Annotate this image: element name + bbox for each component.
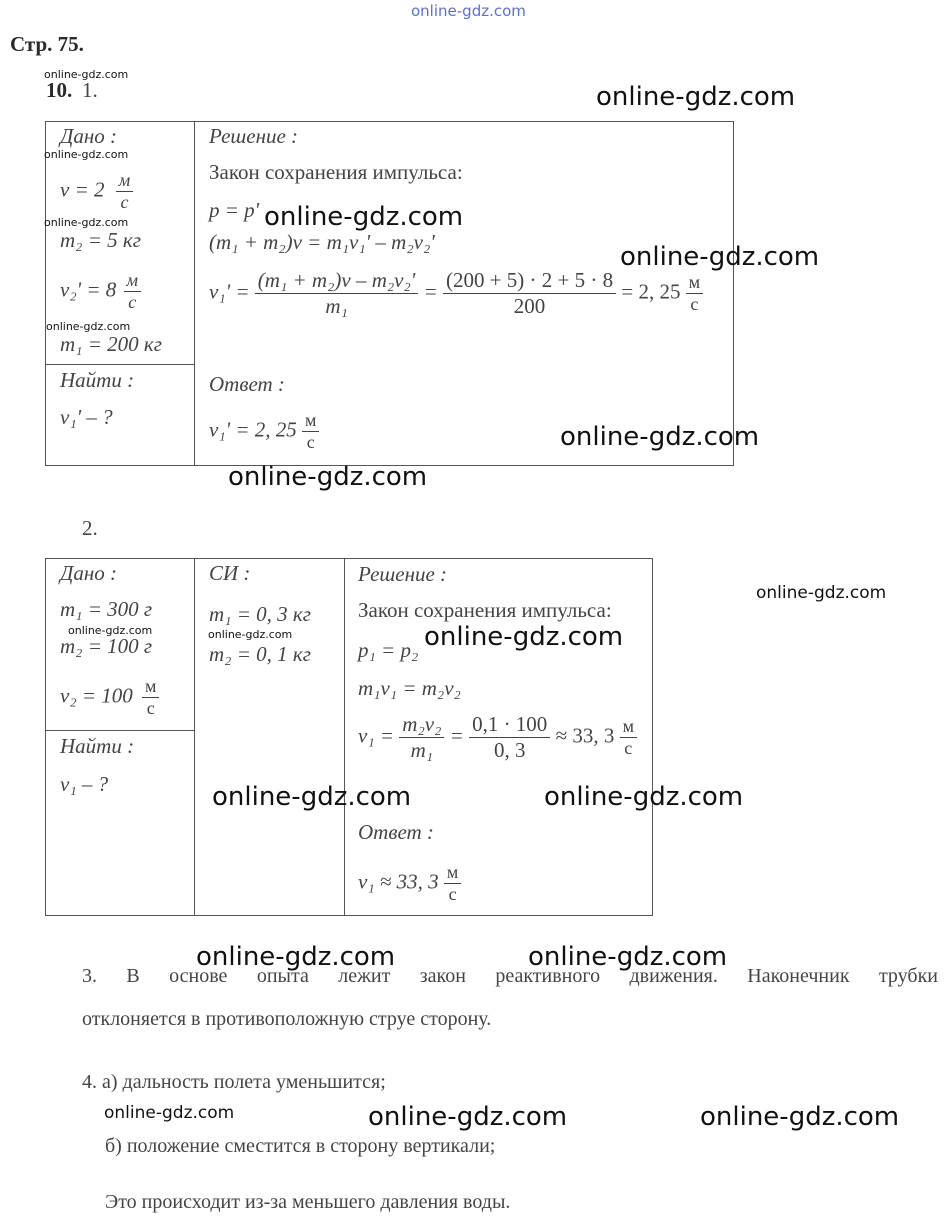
t2-m1: m₁ = 300 г [60, 597, 153, 621]
t1-eq3-den2: 200 [513, 294, 546, 318]
watermark: online-gdz.com [208, 628, 293, 641]
unit-den: с [128, 292, 137, 312]
t2-eq3-frac2 [469, 712, 550, 763]
paragraph-4c: Это происходит из-за меньшего давления воды. [105, 1191, 511, 1213]
watermark: online-gdz.com [44, 216, 129, 229]
t1-v [60, 170, 133, 213]
t2-m2: m₂ = 100 г [60, 634, 153, 658]
t2-law: Закон сохранения импульса: [358, 598, 612, 622]
item-2-label: 2. [82, 516, 98, 540]
t2-v2 [60, 676, 159, 719]
t2-eq3 [358, 712, 637, 763]
t1-v-unit [116, 170, 134, 213]
watermark: online-gdz.com [596, 82, 796, 112]
t1-answer-label: Ответ : [209, 372, 285, 396]
unit-den: с [690, 294, 699, 314]
t1-find-label: Найти : [60, 368, 135, 392]
table-2-divider-1 [194, 558, 195, 916]
t2-answer-text: v₁ ≈ 33, 3 [358, 869, 439, 894]
watermark: online-gdz.com [620, 242, 820, 272]
watermark: online-gdz.com [528, 942, 728, 972]
t1-v2p-unit [124, 270, 142, 313]
t2-eq1: p₁ = p₂ [358, 638, 419, 662]
t2-eq3-den2: 0, 3 [493, 738, 526, 762]
t2-solution-label: Решение : [358, 562, 448, 586]
watermark: online-gdz.com [212, 782, 412, 812]
t1-solution-label: Решение : [209, 124, 299, 148]
watermark: online-gdz.com [46, 320, 131, 333]
unit-den: с [120, 192, 129, 212]
t2-eq3-num2: 0,1 · 100 [469, 712, 550, 738]
t1-eq2: (m₁ + m₂)v = m₁v₁' – m₂v₂' [209, 230, 435, 254]
table-1-find-divider [45, 364, 195, 365]
watermark: online-gdz.com [196, 942, 396, 972]
t1-m2: m₂ = 5 кг [60, 228, 141, 252]
watermark: online-gdz.com [560, 422, 760, 452]
watermark: online-gdz.com [700, 1102, 900, 1132]
t1-eq3 [209, 268, 703, 319]
t2-v2-unit [142, 676, 159, 719]
t2-eq3-result: ≈ 33, 3 [555, 723, 615, 748]
t2-find-value: v₁ – ? [60, 772, 109, 796]
unit-num: м [142, 676, 159, 698]
page-heading: Стр. 75. [10, 32, 84, 56]
watermark: online-gdz.com [264, 202, 464, 232]
t1-answer-text: v₁' = 2, 25 [209, 417, 297, 442]
t2-eq3-frac1 [399, 712, 444, 763]
t2-answer [358, 862, 461, 905]
unit-den: с [306, 432, 315, 452]
t1-eq3-num2: (200 + 5) · 2 + 5 · 8 [443, 268, 616, 294]
item-1-label: 1. [82, 78, 98, 102]
unit-den: с [146, 698, 155, 718]
t1-eq3-eq: = [423, 279, 438, 304]
t1-eq1: p = p' [209, 198, 260, 222]
watermark-top: online-gdz.com [411, 2, 526, 20]
unit-num: м [116, 170, 134, 192]
paragraph-3-line-2: отклоняется в противоположную струе сторону. [82, 1008, 492, 1030]
watermark: online-gdz.com [544, 782, 744, 812]
t2-v2-text: v₂ = 100 [60, 683, 133, 708]
t1-eq3-result: = 2, 25 [621, 279, 681, 304]
paragraph-4a: 4. а) дальность полета уменьшится; [82, 1071, 386, 1093]
t2-answer-label: Ответ : [358, 820, 434, 844]
t1-v-text: v = 2 [60, 177, 105, 202]
problem-heading: 10. [46, 78, 73, 102]
t1-v2p [60, 270, 141, 313]
t1-find-value: v₁' – ? [60, 405, 113, 429]
t2-find-label: Найти : [60, 734, 135, 758]
watermark: online-gdz.com [228, 462, 428, 492]
t1-answer [209, 410, 319, 453]
unit-den: с [624, 738, 633, 758]
watermark: online-gdz.com [68, 624, 153, 637]
t2-given-label: Дано : [60, 561, 118, 585]
table-1-divider [194, 121, 195, 466]
t2-eq3-den: m₁ [410, 738, 434, 762]
t1-law: Закон сохранения импульса: [209, 160, 463, 184]
t1-eq3-num: (m₁ + m₂)v – m₂v₂' [255, 268, 419, 294]
t1-eq3-unit [686, 272, 703, 315]
t1-eq3-frac1 [255, 268, 419, 319]
t2-si-m1: m₁ = 0, 3 кг [209, 602, 311, 626]
t2-answer-unit [444, 862, 461, 905]
t1-given-label: Дано : [60, 124, 118, 148]
t1-m1: m₁ = 200 кг [60, 332, 162, 356]
table-2-find-divider [45, 730, 195, 731]
watermark: online-gdz.com [368, 1102, 568, 1132]
unit-den: с [448, 884, 457, 904]
t1-eq3-den: m₁ [325, 294, 348, 318]
unit-num: м [302, 410, 319, 432]
unit-num: м [620, 716, 637, 738]
watermark: online-gdz.com [756, 583, 887, 603]
t1-answer-unit [302, 410, 319, 453]
unit-num: м [686, 272, 703, 294]
unit-num: м [444, 862, 461, 884]
t2-eq3-eq: = [449, 723, 464, 748]
unit-num: м [124, 270, 142, 292]
t2-eq2: m₁v₁ = m₂v₂ [358, 676, 461, 700]
watermark: online-gdz.com [424, 622, 624, 652]
watermark: online-gdz.com [44, 68, 129, 81]
t2-eq3-num: m₂v₂ [399, 712, 444, 738]
t1-v2p-text: v₂' = 8 [60, 277, 117, 302]
paragraph-3-line-1: 3. В основе опыта лежит закон реактивного движения. Наконечник трубки [82, 965, 938, 987]
t2-eq3-lhs: v₁ = [358, 723, 395, 748]
watermark: online-gdz.com [44, 148, 129, 161]
t2-si-m2: m₂ = 0, 1 кг [209, 642, 311, 666]
t2-si-label: СИ : [209, 561, 251, 585]
t1-eq3-lhs: v₁' = [209, 279, 250, 304]
t1-eq3-frac2 [443, 268, 616, 319]
paragraph-4b: б) положение сместится в сторону вертикали; [105, 1135, 496, 1157]
t2-eq3-unit [620, 716, 637, 759]
watermark: online-gdz.com [104, 1103, 235, 1123]
table-2-divider-2 [344, 558, 345, 916]
